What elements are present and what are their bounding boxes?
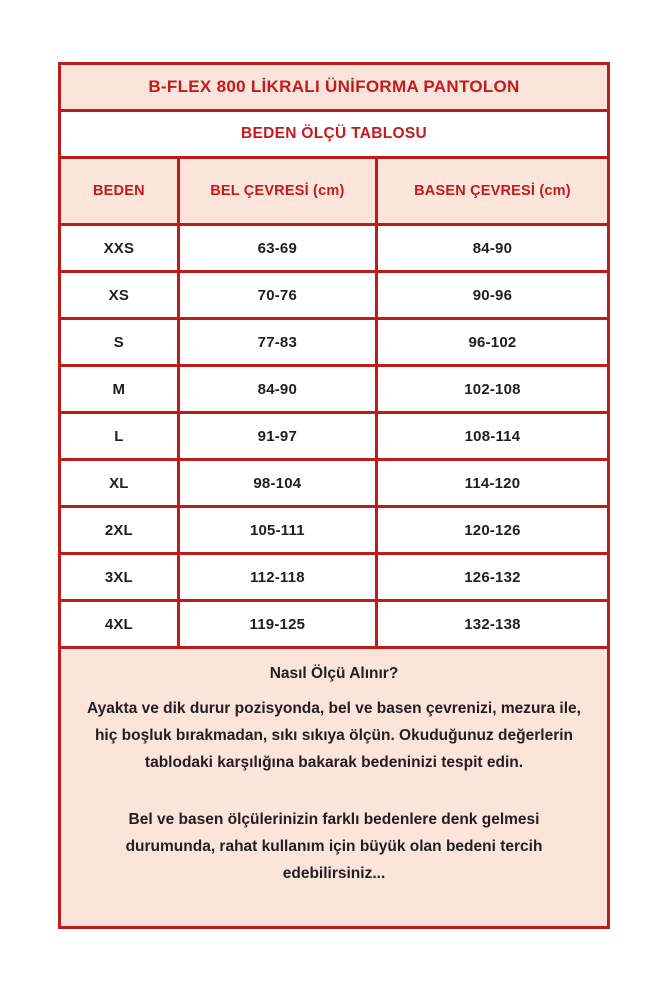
hip-cell: 114-120 xyxy=(375,461,607,505)
size-chart-table xyxy=(58,62,610,929)
size-cell: XXS xyxy=(103,239,135,257)
product-title: B-FLEX 800 LİKRALI ÜNİFORMA PANTOLON xyxy=(61,65,607,112)
waist-cell: 70-76 xyxy=(177,273,375,317)
table-row-l xyxy=(61,414,607,461)
size-cell: 3XL xyxy=(104,568,133,586)
waist-cell: 84-90 xyxy=(177,367,375,411)
notes-paragraph-how-to-measure: Ayakta ve dik durur pozisyonda, bel ve basen çevrenizi, mezura ile, hiç boşluk bırakmadan, sıkı sıkıya ölçün. Okuduğunuz değerlerin tablodaki karşılığına bakarak bedeninizi tespit edin. xyxy=(87,700,581,771)
size-cell: S xyxy=(113,333,124,351)
hip-cell: 102-108 xyxy=(375,367,607,411)
size-cell: XL xyxy=(109,474,129,492)
column-header-size: BEDEN xyxy=(92,183,145,199)
table-row-xs xyxy=(61,273,607,320)
hip-cell: 120-126 xyxy=(375,508,607,552)
table-header-row xyxy=(61,159,607,226)
waist-cell: 63-69 xyxy=(177,226,375,270)
table-row-xxs xyxy=(61,226,607,273)
waist-cell: 105-111 xyxy=(177,508,375,552)
notes-title: Nasıl Ölçü Alınır? xyxy=(269,665,399,682)
notes-paragraph-size-advice: Bel ve basen ölçülerinizin farklı bedenlere denk gelmesi durumunda, rahat kullanım için büyük olan bedeni tercih edebilirsiniz... xyxy=(125,811,543,882)
measurement-notes-section xyxy=(61,649,607,926)
hip-cell: 132-138 xyxy=(375,602,607,646)
hip-cell: 96-102 xyxy=(375,320,607,364)
table-subtitle: BEDEN ÖLÇÜ TABLOSU xyxy=(61,112,607,159)
size-cell: XS xyxy=(108,286,130,304)
waist-cell: 112-118 xyxy=(177,555,375,599)
waist-cell: 98-104 xyxy=(177,461,375,505)
table-row-3xl xyxy=(61,555,607,602)
column-header-waist: BEL ÇEVRESİ (cm) xyxy=(177,159,375,223)
waist-cell: 77-83 xyxy=(177,320,375,364)
size-cell: L xyxy=(114,427,124,445)
size-cell: M xyxy=(112,380,126,398)
hip-cell: 84-90 xyxy=(375,226,607,270)
size-cell: 4XL xyxy=(104,615,133,633)
hip-cell: 126-132 xyxy=(375,555,607,599)
table-row-xl xyxy=(61,461,607,508)
column-header-hip: BASEN ÇEVRESİ (cm) xyxy=(375,159,607,223)
size-cell: 2XL xyxy=(104,521,133,539)
table-row-2xl xyxy=(61,508,607,555)
table-row-4xl xyxy=(61,602,607,649)
waist-cell: 119-125 xyxy=(177,602,375,646)
hip-cell: 90-96 xyxy=(375,273,607,317)
hip-cell: 108-114 xyxy=(375,414,607,458)
waist-cell: 91-97 xyxy=(177,414,375,458)
table-row-s xyxy=(61,320,607,367)
table-row-m xyxy=(61,367,607,414)
